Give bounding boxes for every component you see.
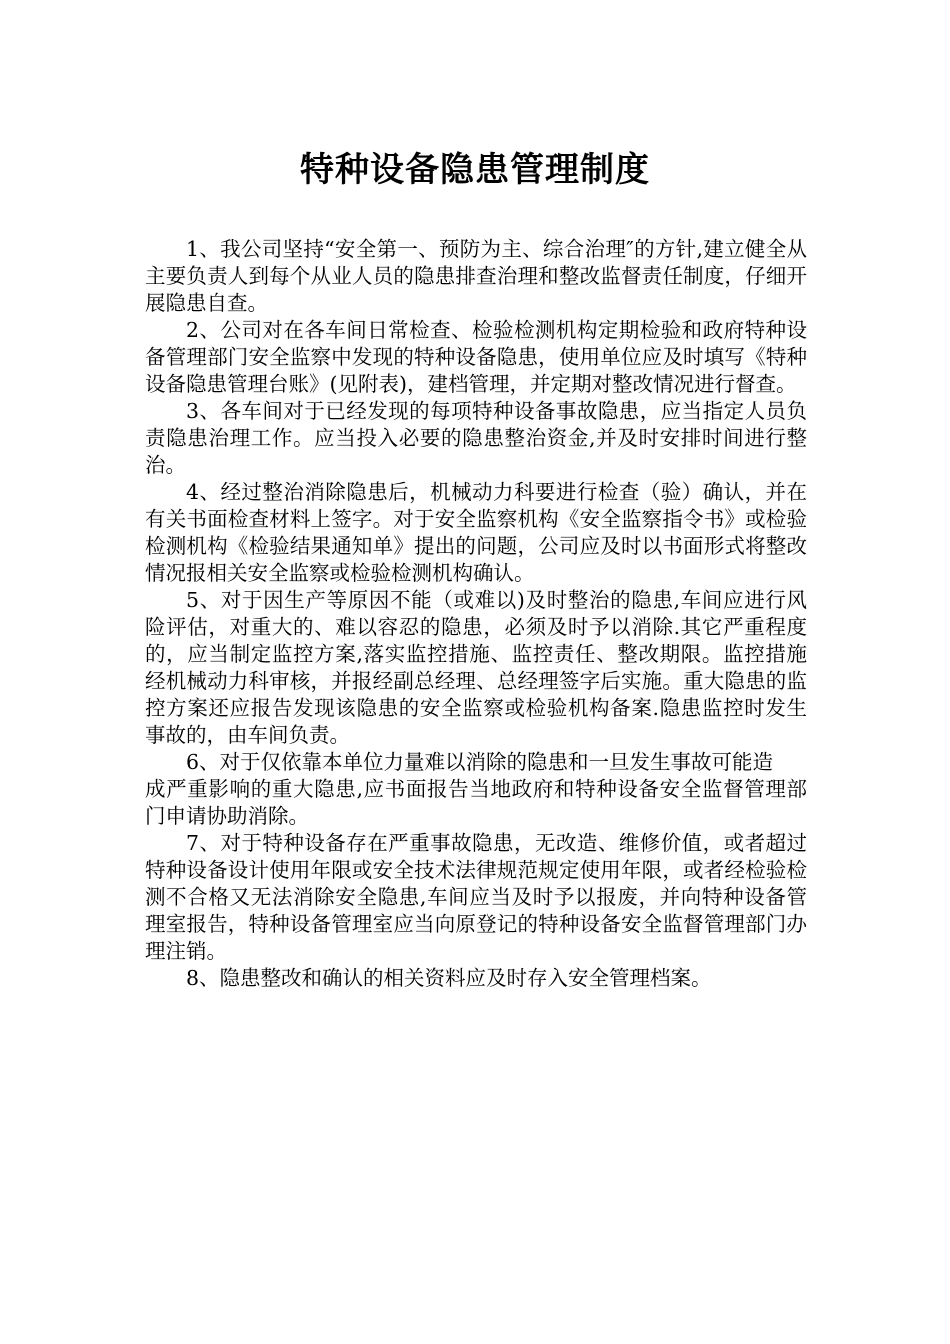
paragraph-3: 3、各车间对于已经发现的每项特种设备事故隐患，应当指定人员负责隐患治理工作。应当投入必要的隐患整治资金,并及时安排时间进行整治。 <box>145 399 807 477</box>
paragraph-2: 2、公司对在各车间日常检查、检验检测机构定期检验和政府特种设备管理部门安全监察中发现的特种设备隐患，使用单位应及时填写《特种设备隐患管理台账》(见附表)，建档管理，并定期对整改情况进行督查。 <box>145 318 807 396</box>
paragraph-6: 6、对于仅依靠本单位力量难以消除的隐患和一旦发生事故可能造 <box>186 750 774 774</box>
paragraph-8: 8、隐患整改和确认的相关资料应及时存入安全管理档案。 <box>186 966 712 990</box>
paragraph-1: 1、我公司坚持“安全第一、预防为主、综合治理″的方针,建立健全从主要负责人到每个从业人员的隐患排查治理和整改监督责任制度，仔细开展隐患自查。 <box>145 237 807 315</box>
paragraph-5: 5、对于因生产等原因不能（或难以)及时整治的隐患,车间应进行风险评估，对重大的、难以容忍的隐患，必须及时予以消除.其它严重程度的，应当制定监控方案,落实监控措施、监控责任、整改期限。监控措施经机械动力科审核，并报经副总经理、总经理签字后实施。重大隐患的监控方案还应报告发现该隐患的安全监察或检验机构备案.隐患监控时发生事故的，由车间负责。 <box>145 588 807 747</box>
document-title: 特种设备隐患管理制度 <box>300 150 650 190</box>
document-body <box>145 236 807 992</box>
paragraph-6-continued: 成严重影响的重大隐患,应书面报告当地政府和特种设备安全监督管理部门申请协助消除。 <box>145 777 807 828</box>
paragraph-4: 4、经过整治消除隐患后，机械动力科要进行检查（验）确认，并在有关书面检查材料上签字。对于安全监察机构《安全监察指令书》或检验检测机构《检验结果通知单》提出的问题，公司应及时以书面形式将整改情况报相关安全监察或检验检测机构确认。 <box>145 480 807 585</box>
paragraph-7: 7、对于特种设备存在严重事故隐患，无改造、维修价值，或者超过特种设备设计使用年限或安全技术法律规范规定使用年限，或者经检验检测不合格又无法消除安全隐患,车间应当及时予以报废，并向特种设备管理室报告，特种设备管理室应当向原登记的特种设备安全监督管理部门办理注销。 <box>145 831 807 963</box>
